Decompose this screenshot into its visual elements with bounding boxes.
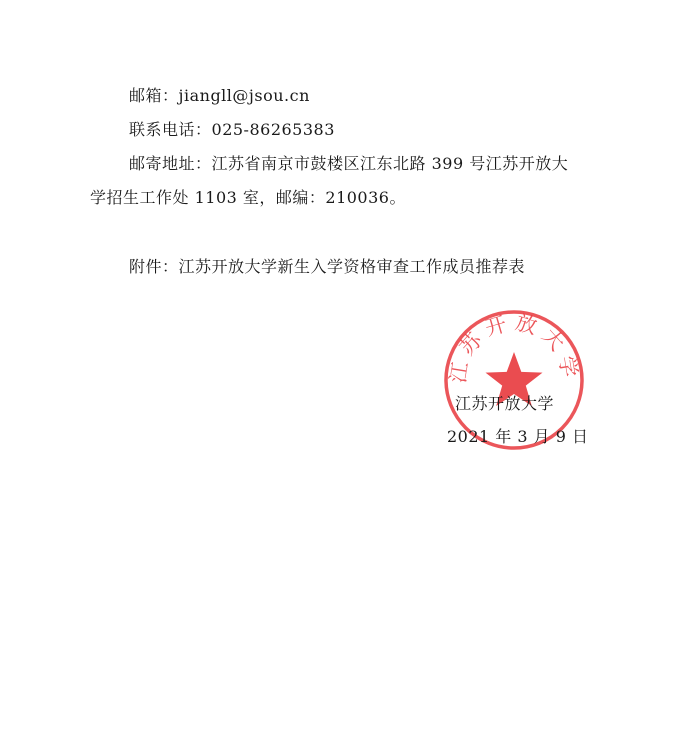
attachment-line xyxy=(129,257,525,277)
address-label: 邮寄地址： xyxy=(129,154,212,173)
address-line-2 xyxy=(90,188,406,208)
phone-label: 联系电话： xyxy=(129,120,212,139)
phone-value: 025-86265383 xyxy=(211,120,335,139)
attachment-value: 江苏开放大学新生入学资格审查工作成员推荐表 xyxy=(178,257,526,276)
address-value-1: 江苏省南京市鼓楼区江东北路 399 号江苏开放大 xyxy=(211,154,569,173)
address-line-1 xyxy=(129,154,568,174)
signature-org: 江苏开放大学 xyxy=(455,394,555,413)
phone-line xyxy=(129,120,335,140)
email-value: jiangll@jsou.cn xyxy=(178,86,310,105)
address-value-2: 学招生工作处 1103 室，邮编：210036。 xyxy=(90,188,406,207)
seal-text: 江苏开放大学 xyxy=(445,310,583,385)
email-line xyxy=(129,86,310,106)
signature-date: 2021 年 3 月 9 日 xyxy=(447,427,589,446)
email-label: 邮箱： xyxy=(129,86,179,105)
attachment-label: 附件： xyxy=(129,257,179,276)
